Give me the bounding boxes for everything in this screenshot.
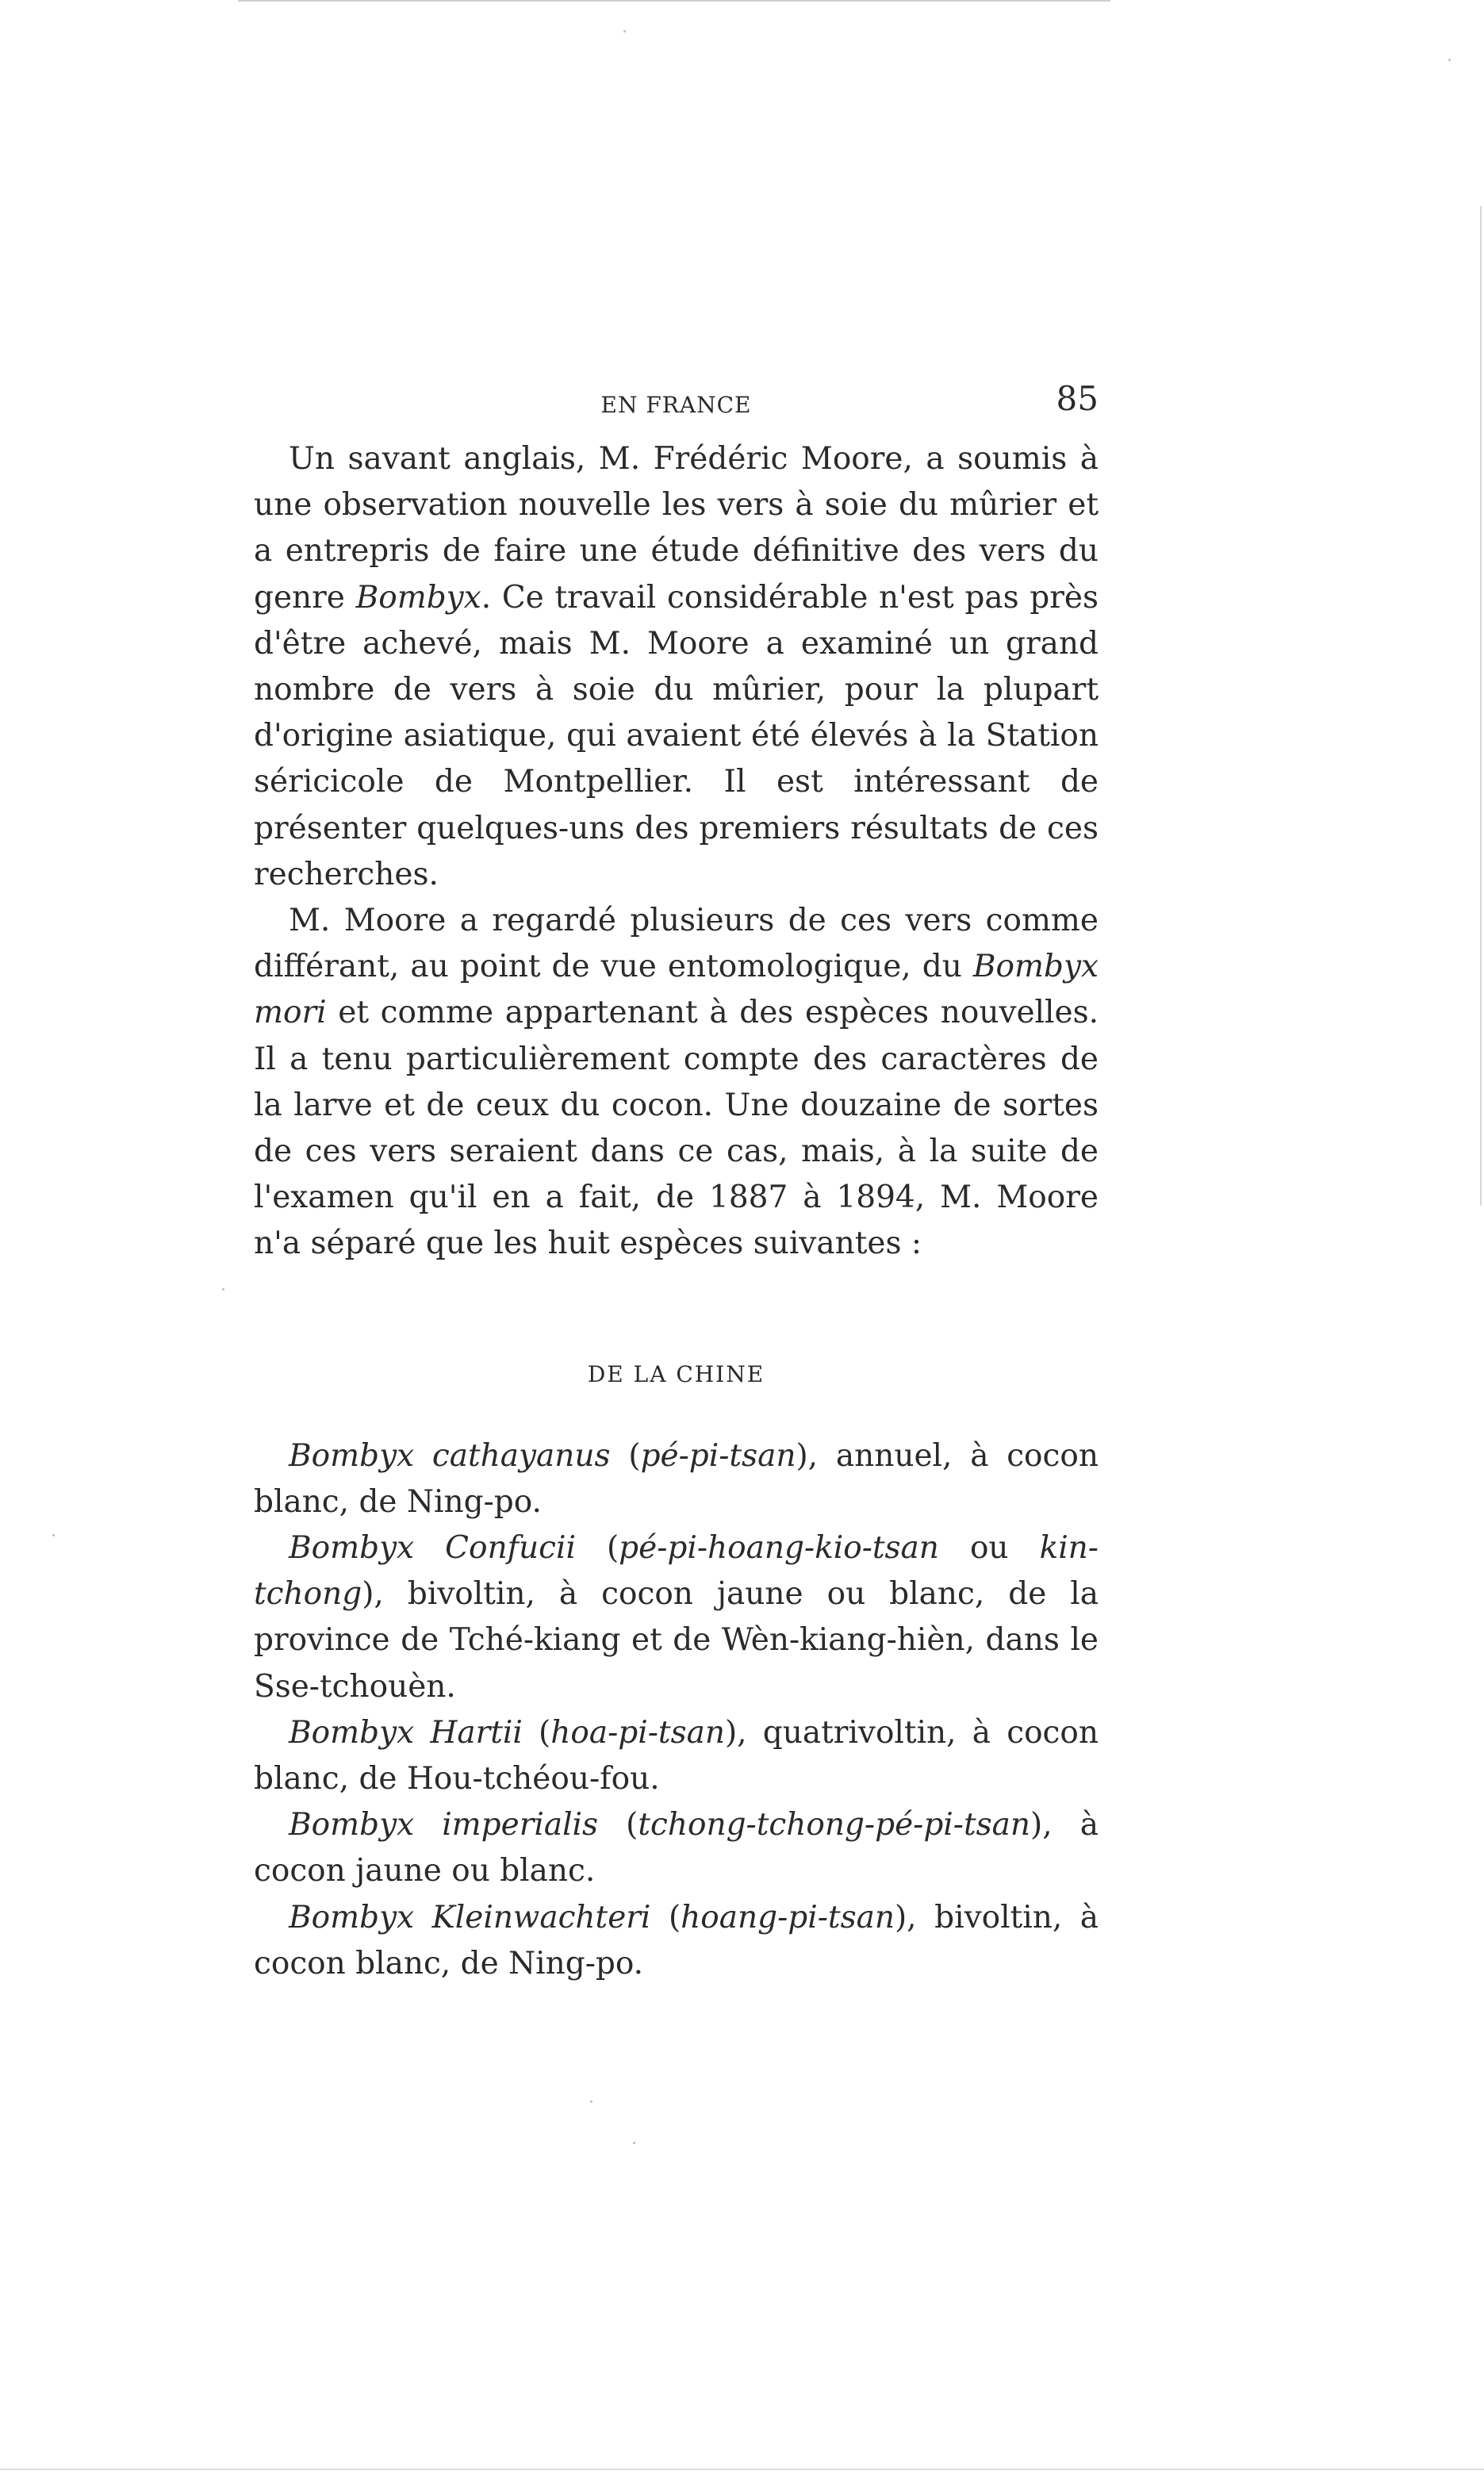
species-name: Bombyx imperialis	[289, 1807, 599, 1843]
paren-close: ),	[796, 1437, 836, 1474]
paren-open: (	[575, 1530, 619, 1567]
species-description: annuel, à cocon blanc, de Ning-po.	[254, 1437, 1099, 1520]
species-description: bivoltin, à cocon blanc, de Ning-po.	[254, 1899, 1099, 1981]
scan-edge-bottom	[0, 2469, 1484, 2470]
species-name: Bombyx Hartii	[289, 1714, 523, 1751]
vernacular-name: hoang-pi-tsan	[681, 1899, 895, 1935]
vernacular-name: tchong-tchong-pé-pi-tsan	[638, 1807, 1031, 1843]
species-name: Bombyx cathayanus	[289, 1437, 611, 1474]
paragraph-text: et comme appartenant à des espèces nouvelles. Il a tenu particulièrement compte des caractères de la larve et de ceux du cocon. Une douzaine de sortes de ces vers seraient dans ce cas, mais, à la suite de l'examen qu'il en a fait, de 1887 à 1894, M. Moore n'a séparé que les huit espèces suivantes :	[254, 995, 1099, 1262]
conjunction: ou	[938, 1530, 1040, 1567]
species-entry	[254, 1802, 1099, 1894]
running-head	[254, 373, 1099, 436]
paragraph-text: Un savant anglais, M. Frédéric Moore, a soumis à une observation nouvelle les vers à soie du mûrier et a entrepris de faire une étude définitive des vers du genre	[254, 441, 1099, 616]
scan-speck	[222, 1288, 224, 1291]
species-description: à cocon jaune ou blanc.	[254, 1807, 1099, 1889]
paren-close: ),	[362, 1576, 408, 1613]
scan-edge-top	[238, 0, 1110, 2]
paren-close: ),	[724, 1714, 763, 1751]
scan-speck	[633, 2142, 635, 2144]
scan-speck	[590, 2100, 592, 2103]
page-number: 85	[1056, 379, 1099, 418]
species-name: Bombyx Kleinwachteri	[289, 1899, 651, 1935]
species-entry	[254, 1433, 1099, 1525]
vernacular-name: pé-pi-hoang-kio-tsan	[619, 1530, 939, 1567]
paren-open: (	[610, 1437, 641, 1474]
body-paragraph-2	[254, 898, 1099, 1268]
vernacular-name: pé-pi-tsan	[640, 1437, 796, 1474]
running-title: EN FRANCE	[600, 392, 752, 418]
book-page	[254, 373, 1099, 1987]
species-entry	[254, 1710, 1099, 1802]
section-heading: DE LA CHINE	[587, 1360, 765, 1387]
body-paragraph-1	[254, 436, 1099, 898]
paren-open: (	[650, 1899, 681, 1935]
vernacular-name-alt: kin-tchong	[254, 1530, 1099, 1613]
species-entry	[254, 1525, 1099, 1710]
paren-close: ),	[894, 1899, 935, 1935]
genus-name: Bombyx	[355, 579, 481, 616]
paragraph-text: M. Moore a regardé plusieurs de ces vers comme différant, au point de vue entomologique, du	[254, 903, 1099, 985]
scan-speck	[52, 1534, 55, 1536]
scan-speck	[623, 30, 626, 33]
species-name: Bombyx Confucii	[289, 1530, 576, 1567]
scan-edge-right	[1480, 206, 1482, 1206]
scan-speck	[1448, 59, 1451, 61]
species-description: quatrivoltin, à cocon blanc, de Hou-tchéou-fou.	[254, 1714, 1099, 1797]
vernacular-name: hoa-pi-tsan	[550, 1714, 725, 1751]
paren-close: ),	[1030, 1807, 1080, 1843]
species-name: Bombyx mori	[254, 949, 1099, 1031]
paren-open: (	[522, 1714, 551, 1751]
species-entry	[254, 1895, 1099, 1987]
species-description: bivoltin, à cocon jaune ou blanc, de la province de Tché-kiang et de Wèn-kiang-hièn, dans le Sse-tchouèn.	[254, 1576, 1099, 1705]
paragraph-text: . Ce travail considérable n'est pas près d'être achevé, mais M. Moore a examiné un grand nombre de vers à soie du mûrier, pour la plupart d'origine asiatique, qui avaient été élevés à la Station séricicole de Montpellier. Il est intéressant de présenter quelques-uns des premiers résultats de ces recherches.	[254, 579, 1099, 892]
paren-open: (	[598, 1807, 638, 1843]
